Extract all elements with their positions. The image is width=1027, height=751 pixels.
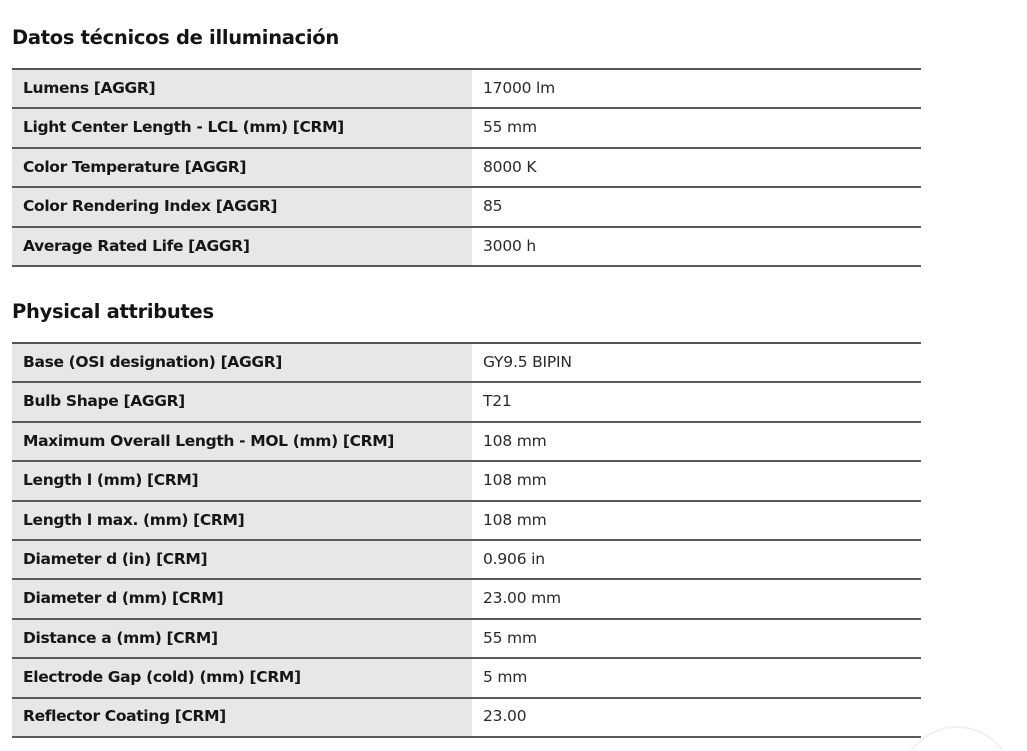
spec-value: 85 (472, 187, 921, 226)
spec-value: 55 mm (472, 108, 921, 147)
table-row (12, 698, 921, 737)
spec-label: Color Temperature [AGGR] (12, 148, 472, 187)
spec-label: Length l (mm) [CRM] (12, 461, 472, 500)
spec-value: 108 mm (472, 461, 921, 500)
table-row (12, 461, 921, 500)
spec-label: Lumens [AGGR] (12, 69, 472, 108)
spec-label: Color Rendering Index [AGGR] (12, 187, 472, 226)
spec-value: 23.00 (472, 698, 921, 737)
spec-label: Light Center Length - LCL (mm) [CRM] (12, 108, 472, 147)
spec-value: 8000 K (472, 148, 921, 187)
physical-attributes-table (12, 342, 921, 738)
spec-label: Diameter d (in) [CRM] (12, 540, 472, 579)
section-title-lighting-data: Datos técnicos de illuminación (12, 26, 339, 49)
spec-value: 108 mm (472, 501, 921, 540)
spec-label: Length l max. (mm) [CRM] (12, 501, 472, 540)
table-row (12, 187, 921, 226)
spec-label: Diameter d (mm) [CRM] (12, 579, 472, 618)
spec-value: 55 mm (472, 619, 921, 658)
spec-label: Average Rated Life [AGGR] (12, 227, 472, 266)
spec-value: GY9.5 BIPIN (472, 343, 921, 382)
table-row (12, 501, 921, 540)
spec-value: 5 mm (472, 658, 921, 697)
table-row (12, 540, 921, 579)
table-row (12, 382, 921, 421)
spec-value: 3000 h (472, 227, 921, 266)
table-row (12, 227, 921, 266)
table-row (12, 108, 921, 147)
table-row (12, 343, 921, 382)
spec-label: Base (OSI designation) [AGGR] (12, 343, 472, 382)
section-title-physical-attributes: Physical attributes (12, 300, 214, 323)
spec-label: Distance a (mm) [CRM] (12, 619, 472, 658)
table-row (12, 148, 921, 187)
spec-label: Reflector Coating [CRM] (12, 698, 472, 737)
table-row (12, 619, 921, 658)
spec-value: 108 mm (472, 422, 921, 461)
spec-value: 17000 lm (472, 69, 921, 108)
spec-value: T21 (472, 382, 921, 421)
table-row (12, 579, 921, 618)
table-row (12, 69, 921, 108)
spec-label: Electrode Gap (cold) (mm) [CRM] (12, 658, 472, 697)
table-row (12, 422, 921, 461)
spec-value: 0.906 in (472, 540, 921, 579)
spec-label: Maximum Overall Length - MOL (mm) [CRM] (12, 422, 472, 461)
spec-label: Bulb Shape [AGGR] (12, 382, 472, 421)
lighting-specs-table (12, 68, 921, 267)
table-row (12, 658, 921, 697)
spec-value: 23.00 mm (472, 579, 921, 618)
